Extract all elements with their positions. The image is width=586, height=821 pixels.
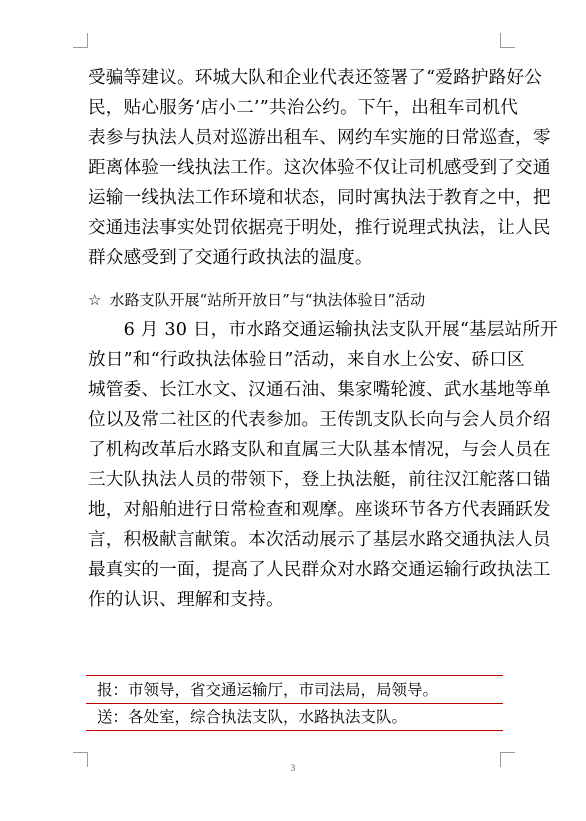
paragraph-line: 受骗等建议。环城大队和企业代表还签署了“爱路护路好公 [88, 68, 543, 88]
paragraph-line: 群众感受到了交通行政执法的温度。 [88, 248, 373, 268]
paragraph-line: 交通违法事实处罚依据亮于明处，推行说理式执法，让人民 [88, 218, 551, 238]
paragraph-line: 最真实的一面，提高了人民群众对水路交通运输行政执法工 [88, 560, 551, 580]
paragraph-line: 城管委、长江水文、汉通石油、集家嘴轮渡、武水基地等单 [88, 380, 551, 400]
section-heading-text: 水路支队开展“站所开放日”与“执法体验日”活动 [109, 291, 426, 309]
paragraph-line: 三大队执法人员的带领下，登上执法艇，前往汉江舵落口锚 [88, 470, 551, 490]
crop-mark-top-left [73, 33, 88, 48]
paragraph-line: 了机构改革后水路支队和直属三大队基本情况，与会人员在 [88, 440, 551, 460]
paragraph-line: 民，贴心服务‘店小二’”共治公约。下午，出租车司机代 [88, 98, 519, 118]
section-heading [88, 285, 499, 315]
distribution-rule-bottom [86, 730, 503, 731]
paragraph-line: 6 月 30 日，市水路交通运输执法支队开展“基层站所开 [88, 320, 559, 340]
paragraph-line: 运输一线执法工作环境和状态，同时寓执法于教育之中，把 [88, 188, 551, 208]
distribution-report-line: 报：市领导，省交通运输厅，市司法局，局领导。 [97, 681, 439, 699]
paragraph-line: 地，对船舶进行日常检查和观摩。座谈环节各方代表踊跃发 [88, 500, 551, 520]
distribution-rule-top [86, 675, 503, 676]
paragraph-line: 表参与执法人员对巡游出租车、网约车实施的日常巡查，零 [88, 128, 551, 148]
page-number: 3 [290, 763, 296, 773]
section-body-paragraph [88, 315, 559, 615]
continued-paragraph [88, 63, 551, 273]
paragraph-line: 放日”和“行政执法体验日”活动，来自水上公安、硚口区 [88, 350, 525, 370]
star-icon: ☆ [88, 291, 102, 309]
distribution-send-line: 送：各处室，综合执法支队，水路执法支队。 [97, 708, 408, 726]
paragraph-line: 距离体验一线执法工作。这次体验不仅让司机感受到了交通 [88, 158, 551, 178]
paragraph-line: 言，积极献言献策。本次活动展示了基层水路交通执法人员 [88, 530, 551, 550]
paragraph-line: 作的认识、理解和支持。 [88, 590, 284, 610]
paragraph-line: 位以及常二社区的代表参加。王传凯支队长向与会人员介绍 [88, 410, 551, 430]
crop-mark-top-right [500, 33, 515, 48]
